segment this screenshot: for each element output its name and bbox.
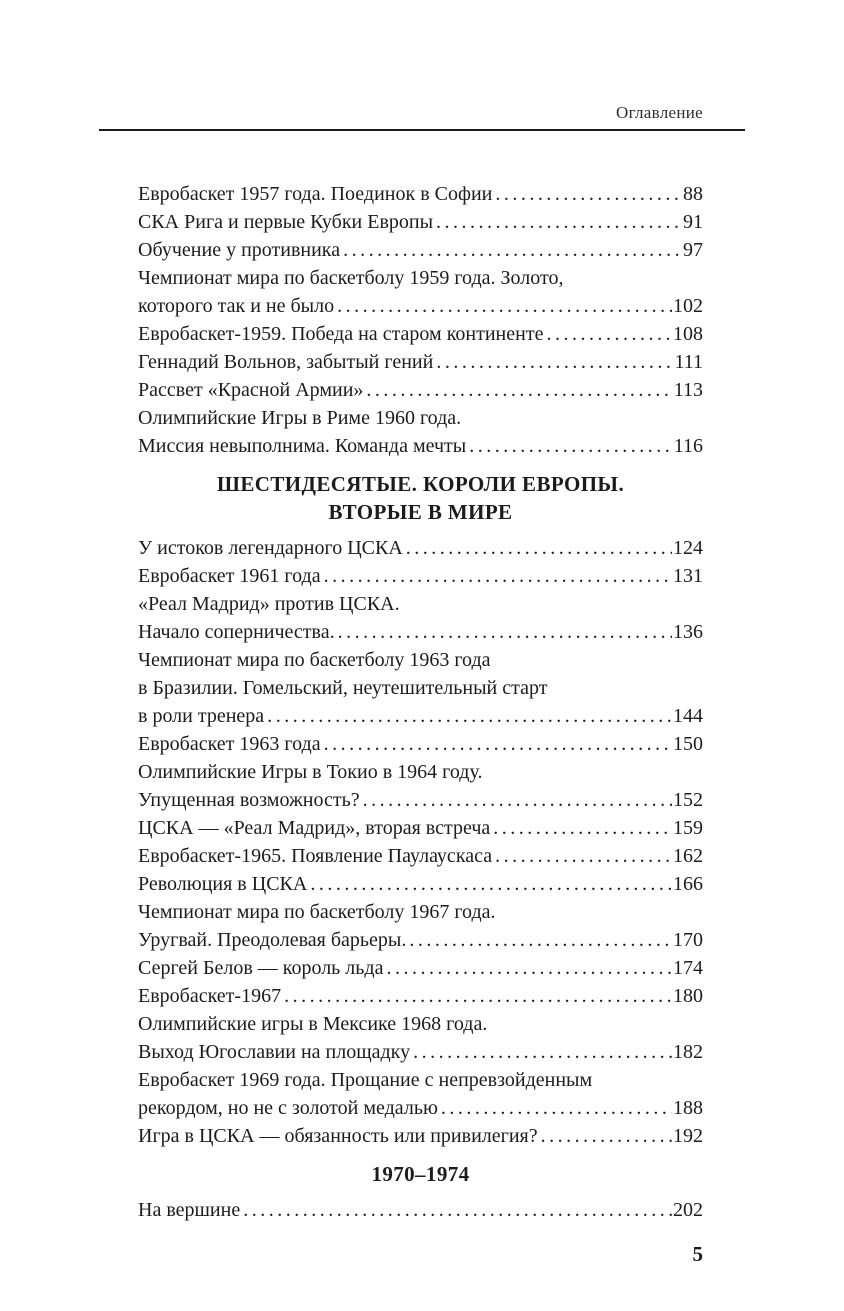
toc-entry-line [138, 926, 703, 954]
toc-entry-line [138, 208, 703, 236]
page-number: 5 [692, 1242, 703, 1266]
dot-leader [340, 236, 682, 264]
toc-entry-page: 192 [673, 1125, 703, 1147]
toc-entry-text: Сергей Белов — король льда [138, 957, 384, 979]
dot-leader [543, 320, 672, 348]
toc-entry-page: 124 [673, 537, 703, 559]
dot-leader [335, 618, 672, 646]
toc-entry-text: СКА Рига и первые Кубки Европы [138, 211, 434, 233]
toc-entry-page: 150 [673, 733, 703, 755]
toc-entry-line [138, 534, 703, 562]
toc-entry-text: Рассвет «Красной Армии» [138, 379, 364, 401]
toc-entry-line [138, 646, 703, 674]
toc-entry-page: 152 [673, 789, 703, 811]
toc-entry-line [138, 1122, 703, 1150]
toc-entry-page: 91 [683, 211, 703, 233]
dot-leader [538, 1122, 672, 1150]
toc-entry-line [138, 982, 703, 1010]
toc-entry-page: 162 [673, 845, 703, 867]
toc-entry-text: Начало соперничества. [138, 621, 335, 643]
toc-entry-text: Геннадий Вольнов, забытый гений [138, 351, 434, 373]
dot-leader [334, 292, 672, 320]
toc-entry-page: 111 [674, 351, 703, 373]
dot-leader [240, 1196, 672, 1224]
toc-entry-text: Упущенная возможность? [138, 789, 360, 811]
toc-entry-line [138, 674, 703, 702]
toc-entry-line [138, 730, 703, 758]
toc-entry-line [138, 264, 703, 292]
toc-entry-line [138, 292, 703, 320]
toc-entry-line [138, 348, 703, 376]
toc-entry-text: Чемпионат мира по баскетболу 1959 года. Золото, [138, 267, 564, 289]
dot-leader [433, 208, 682, 236]
toc-entry-line [138, 842, 703, 870]
toc-entry-line [138, 562, 703, 590]
toc-entry-text: Уругвай. Преодолевая барьеры. [138, 929, 407, 951]
toc-entry-line [138, 1066, 703, 1094]
section-heading-line: ШЕСТИДЕСЯТЫЕ. КОРОЛИ ЕВРОПЫ. [216, 472, 625, 496]
toc-entry-text: У истоков легендарного ЦСКА [138, 537, 403, 559]
toc-entry-text: Выход Югославии на площадку [138, 1041, 411, 1063]
toc-entry-page: 182 [673, 1041, 703, 1063]
dot-leader [360, 786, 672, 814]
toc-entry-text: На вершине [138, 1199, 241, 1221]
toc-entry-page: 166 [673, 873, 703, 895]
toc-entry-line [138, 1010, 703, 1038]
toc-entry-text: Олимпийские Игры в Токио в 1964 году. [138, 761, 483, 783]
toc-entry-line [138, 870, 703, 898]
toc-entry-line [138, 404, 703, 432]
toc-entry-line [138, 898, 703, 926]
dot-leader [281, 982, 672, 1010]
toc-entry-page: 136 [673, 621, 703, 643]
toc-entry-line [138, 954, 703, 982]
running-head: Оглавление [616, 103, 703, 122]
toc-entry-line [138, 590, 703, 618]
toc-entry-text: Евробаскет-1965. Появление Паулаускаса [138, 845, 493, 867]
toc-entry-page: 131 [673, 565, 703, 587]
toc-entry-page: 116 [673, 435, 703, 457]
toc-entry-text: в роли тренера [138, 705, 265, 727]
toc-entry-line [138, 814, 703, 842]
section-heading [138, 470, 703, 526]
toc-entry-text: Миссия невыполнима. Команда мечты [138, 435, 467, 457]
toc-entry-page: 144 [673, 705, 703, 727]
toc-entry-page: 88 [683, 183, 703, 205]
toc-entry-page: 97 [683, 239, 703, 261]
dot-leader [492, 180, 682, 208]
toc-entry-page: 180 [673, 985, 703, 1007]
toc-entry-line [138, 376, 703, 404]
dot-leader [363, 376, 672, 404]
toc-entry-line [138, 320, 703, 348]
toc-entry-page: 202 [673, 1199, 703, 1221]
section-heading-line: 1970–1974 [371, 1162, 470, 1186]
toc-entry-page: 102 [673, 295, 703, 317]
toc-entry-text: рекордом, но не с золотой медалью [138, 1097, 438, 1119]
toc-entry-line [138, 618, 703, 646]
toc-entry-line [138, 1038, 703, 1066]
toc-entry-text: Олимпийские игры в Мексике 1968 года. [138, 1013, 488, 1035]
toc-entry-text: ЦСКА — «Реал Мадрид», вторая встреча [138, 817, 491, 839]
toc-entry-page: 108 [673, 323, 703, 345]
toc-entry-line [138, 180, 703, 208]
toc-entry-line [138, 432, 703, 460]
toc-entry-page: 113 [673, 379, 703, 401]
section-heading [138, 1160, 703, 1188]
toc-entry-line [138, 1196, 703, 1224]
dot-leader [403, 534, 672, 562]
dot-leader [438, 1094, 672, 1122]
dot-leader [321, 562, 672, 590]
toc-entry-text: Евробаскет 1961 года [138, 565, 321, 587]
header-rule [99, 129, 745, 131]
dot-leader [492, 842, 672, 870]
toc-entry-text: Евробаскет-1959. Победа на старом континенте [138, 323, 544, 345]
dot-leader [321, 730, 672, 758]
toc-entry-page: 188 [673, 1097, 703, 1119]
dot-leader [307, 870, 672, 898]
toc-entry-page: 159 [673, 817, 703, 839]
dot-leader [410, 1038, 672, 1066]
dot-leader [490, 814, 672, 842]
toc-entry-text: Обучение у противника [138, 239, 341, 261]
dot-leader [264, 702, 672, 730]
toc-entry-text: Евробаскет-1967 [138, 985, 282, 1007]
toc-entry-text: Евробаскет 1963 года [138, 733, 321, 755]
toc-entry-line [138, 236, 703, 264]
toc-entry-text: Олимпийские Игры в Риме 1960 года. [138, 407, 462, 429]
dot-leader [406, 926, 672, 954]
dot-leader [433, 348, 673, 376]
toc-entry-text: Евробаскет 1969 года. Прощание с непревзойденным [138, 1069, 593, 1091]
table-of-contents [138, 180, 703, 1268]
toc-entry-text: Чемпионат мира по баскетболу 1963 года [138, 649, 491, 671]
toc-entry-page: 174 [673, 957, 703, 979]
dot-leader [466, 432, 673, 460]
toc-entry-text: Революция в ЦСКА [138, 873, 308, 895]
toc-entry-page: 170 [673, 929, 703, 951]
dot-leader [383, 954, 672, 982]
toc-entry-text: Евробаскет 1957 года. Поединок в Софии [138, 183, 493, 205]
toc-entry-line [138, 786, 703, 814]
toc-entry-line [138, 1094, 703, 1122]
toc-entry-text: которого так и не было [138, 295, 335, 317]
section-heading-line: ВТОРЫЕ В МИРЕ [328, 500, 513, 524]
toc-entry-text: «Реал Мадрид» против ЦСКА. [138, 593, 400, 615]
toc-entry-text: Чемпионат мира по баскетболу 1967 года. [138, 901, 496, 923]
toc-entry-text: в Бразилии. Гомельский, неутешительный старт [138, 677, 548, 699]
toc-entry-text: Игра в ЦСКА — обязанность или привилегия? [138, 1125, 538, 1147]
toc-entry-line [138, 758, 703, 786]
toc-entry-line [138, 702, 703, 730]
